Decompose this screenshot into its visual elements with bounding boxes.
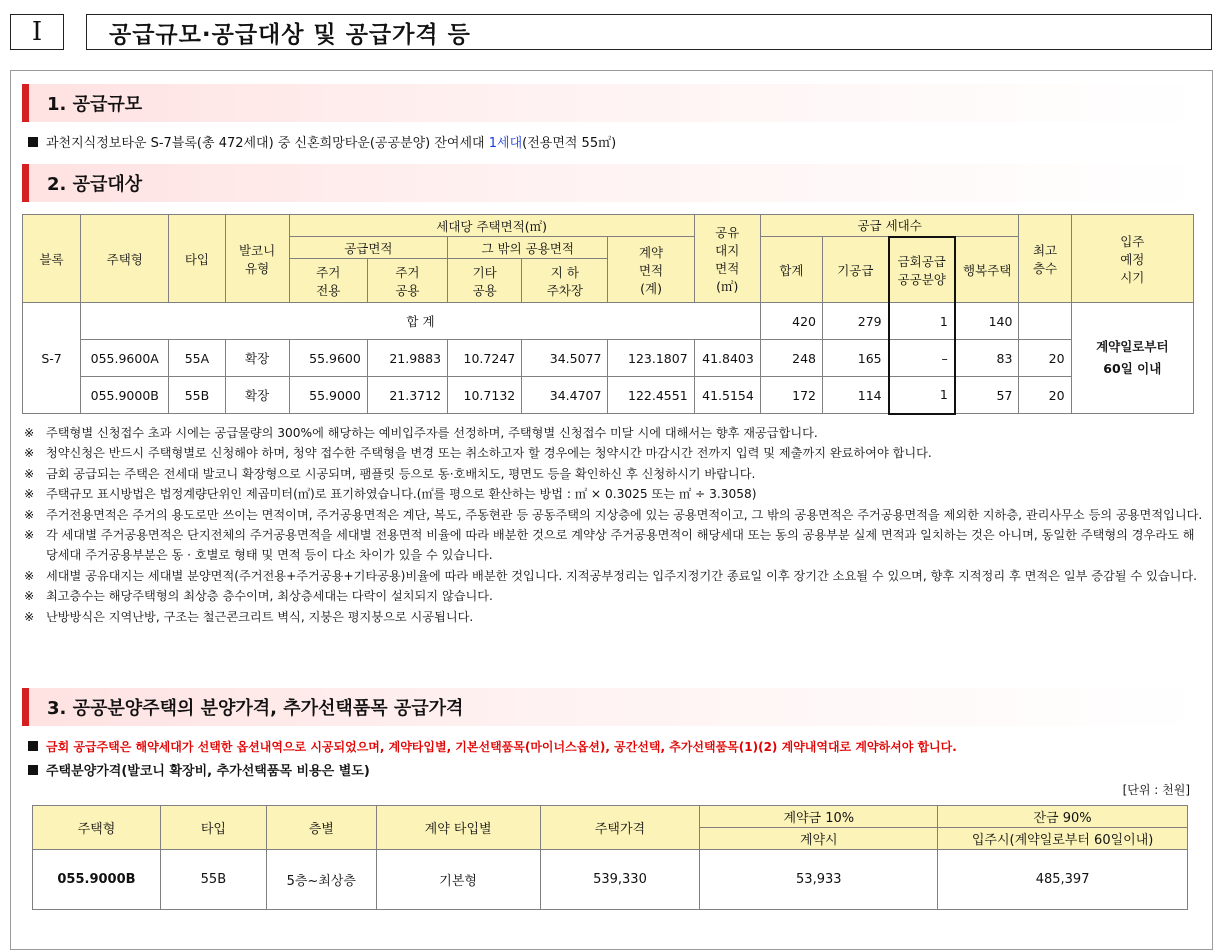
- section-2-heading: 2. 공급대상: [22, 164, 1202, 202]
- move-in-value: 계약일로부터 60일 이내: [1071, 303, 1193, 414]
- table-row: [23, 377, 1194, 414]
- header-block: 블록: [23, 215, 81, 303]
- block-cell: S-7: [23, 303, 81, 414]
- floor-cell: 20: [1019, 340, 1071, 377]
- sum-label: 합 계: [81, 303, 761, 340]
- contract-area-cell: 122.4551: [608, 377, 694, 414]
- note-item: [24, 607, 1204, 627]
- bullet-square-icon: [28, 137, 38, 147]
- etc-common-cell: 10.7132: [448, 377, 522, 414]
- note-item: [24, 586, 1204, 606]
- table-row: [23, 303, 1194, 340]
- red-notice-line: [28, 738, 957, 755]
- header-land-share: 공유 대지 면적 (㎡): [694, 215, 760, 303]
- price-line-text: 주택분양가격(발코니 확장비, 추가선택품목 비용은 별도): [46, 764, 370, 779]
- price-cell: 539,330: [540, 850, 700, 910]
- type-cell: 55B: [160, 850, 266, 910]
- reference-mark-icon: ※: [24, 589, 35, 604]
- sum-public-sale: 1: [889, 303, 955, 340]
- header-price: 주택가격: [540, 806, 700, 850]
- header-happy-housing: 행복주택: [955, 237, 1019, 303]
- note-item: [24, 566, 1204, 586]
- table-row: [23, 340, 1194, 377]
- header-type: 타입: [169, 215, 225, 303]
- house-type-cell: 055.9000B: [33, 850, 161, 910]
- parking-cell: 34.4707: [522, 377, 608, 414]
- header-existing: 기공급: [822, 237, 888, 303]
- parking-cell: 34.5077: [522, 340, 608, 377]
- header-type: 타입: [160, 806, 266, 850]
- reference-mark-icon: ※: [24, 446, 35, 461]
- header-area-group: 세대당 주택면적(㎡): [289, 215, 694, 237]
- public-sale-cell: –: [889, 340, 955, 377]
- notes-list: [24, 423, 1204, 627]
- happy-cell: 57: [955, 377, 1019, 414]
- etc-common-cell: 10.7247: [448, 340, 522, 377]
- header-house-type: 주택형: [81, 215, 169, 303]
- public-sale-cell: 1: [889, 377, 955, 414]
- house-type-cell: 055.9600A: [81, 340, 169, 377]
- header-balance: 잔금 90%: [938, 806, 1188, 828]
- table-row: [33, 850, 1188, 910]
- unit-label: [단위 : 천원]: [1122, 783, 1190, 797]
- chapter-number: Ⅰ: [10, 14, 64, 50]
- type-cell: 55B: [169, 377, 225, 414]
- sum-existing: 279: [822, 303, 888, 340]
- note-item: [24, 484, 1204, 504]
- balance-cell: 485,397: [938, 850, 1188, 910]
- note-text: 청약신청은 반드시 주택형별로 신청해야 하며, 청약 접수한 주택형을 변경 또는 취소하고자 할 경우에는 청약시간 마감시간 전까지 입력 및 제출까지 완료하여야 합니다.: [46, 446, 932, 461]
- header-units-group: 공급 세대수: [760, 215, 1019, 237]
- supply-area-note: (전용면적 55㎡): [522, 136, 617, 151]
- res-common-cell: 21.9883: [367, 340, 447, 377]
- reference-mark-icon: ※: [24, 487, 35, 502]
- reference-mark-icon: ※: [24, 507, 35, 522]
- note-text: 각 세대별 주거공용면적은 단지전체의 주거공용면적을 세대별 전용면적 비율에 따라 배분한 것으로 계약상 주거공용면적이 해당세대 또는 동의 공용부분 실제 면적과 일치하는 것은 아니며, 동일한 주택형의 경우라도 해당세대 주거공용부분은 동 · 호별로 형태 및 면적 등이 다소 차이가 있을 수 있습니다.: [46, 528, 1195, 563]
- note-text: 주택형별 신청접수 초과 시에는 공급물량의 300%에 해당하는 예비입주자를 선정하며, 주택형별 신청접수 미달 시에 대해서는 향후 재공급합니다.: [46, 426, 818, 440]
- happy-cell: 83: [955, 340, 1019, 377]
- header-res-exclusive: 주거 전용: [289, 259, 367, 303]
- note-item: [24, 443, 1204, 463]
- header-top-floor: 최고 층수: [1019, 215, 1071, 303]
- header-public-sale: 금회공급 공공분양: [889, 237, 955, 303]
- note-text: 금회 공급되는 주택은 전세대 발코니 확장형으로 시공되며, 팸플릿 등으로 동·호배치도, 평면도 등을 확인하신 후 신청하시기 바랍니다.: [46, 466, 756, 481]
- note-text: 주거전용면적은 주거의 용도로만 쓰이는 면적이며, 주거공용면적은 계단, 복도, 주동현관 등 공동주택의 지상층에 있는 공용면적이고, 그 밖의 공용면적은 주거공용면적을 제외한 지하층, 관리사무소 등의 공용면적입니다.: [46, 507, 1203, 522]
- land-share-cell: 41.8403: [694, 340, 760, 377]
- bullet-square-icon: [28, 765, 38, 775]
- header-supply-area: 공급면적: [289, 237, 447, 259]
- note-item: [24, 525, 1204, 566]
- sum-total: 420: [760, 303, 822, 340]
- balcony-cell: 확장: [225, 377, 289, 414]
- note-text: 주택규모 표시방법은 법정계량단위인 제곱미터(㎡)로 표기하였습니다.(㎡를 평으로 환산하는 방법 : ㎡ × 0.3025 또는 ㎡ ÷ 3.3058): [46, 487, 757, 502]
- bullet-square-icon: [28, 741, 38, 751]
- header-etc-common: 기타 공용: [448, 259, 522, 303]
- existing-cell: 114: [822, 377, 888, 414]
- note-text: 난방방식은 지역난방, 구조는 철근콘크리트 벽식, 지붕은 평지붕으로 시공됩니다.: [46, 609, 474, 624]
- deposit-cell: 53,933: [700, 850, 938, 910]
- sum-happy: 140: [955, 303, 1019, 340]
- red-notice-text: 금회 공급주택은 해약세대가 선택한 옵션내역으로 시공되었으며, 계약타입별, 기본선택품목(마이너스옵션), 공간선택, 추가선택품목(1)(2) 계약내역대로 계약하셔야 합니다.: [46, 740, 957, 754]
- header-balance-sub: 입주시(계약일로부터 60일이내): [938, 828, 1188, 850]
- res-exclusive-cell: 55.9000: [289, 377, 367, 414]
- header-deposit-sub: 계약시: [700, 828, 938, 850]
- reference-mark-icon: ※: [24, 426, 35, 440]
- header-res-common: 주거 공용: [367, 259, 447, 303]
- header-house-type: 주택형: [33, 806, 161, 850]
- header-contract-type: 계약 타입별: [376, 806, 540, 850]
- total-cell: 172: [760, 377, 822, 414]
- supply-scale-text: 과천지식정보타운 S-7블록(총 472세대) 중 신혼희망타운(공공분양) 잔여세대: [46, 136, 489, 151]
- note-item: [24, 464, 1204, 484]
- contract-type-cell: 기본형: [376, 850, 540, 910]
- note-text: 최고층수는 해당주택형의 최상층 층수이며, 최상층세대는 다락이 설치되지 않습니다.: [46, 589, 493, 604]
- header-move-in: 입주 예정 시기: [1071, 215, 1193, 303]
- total-cell: 248: [760, 340, 822, 377]
- header-parking: 지 하 주차장: [522, 259, 608, 303]
- price-line: [28, 760, 370, 779]
- floor-cell: 20: [1019, 377, 1071, 414]
- land-share-cell: 41.5154: [694, 377, 760, 414]
- header-total: 합계: [760, 237, 822, 303]
- header-deposit: 계약금 10%: [700, 806, 938, 828]
- type-cell: 55A: [169, 340, 225, 377]
- balcony-cell: 확장: [225, 340, 289, 377]
- existing-cell: 165: [822, 340, 888, 377]
- reference-mark-icon: ※: [24, 466, 35, 481]
- res-common-cell: 21.3712: [367, 377, 447, 414]
- contract-area-cell: 123.1807: [608, 340, 694, 377]
- header-floor: 층별: [266, 806, 376, 850]
- floor-cell: 5층~최상층: [266, 850, 376, 910]
- price-table: [32, 805, 1188, 910]
- section-3-heading: 3. 공공분양주택의 분양가격, 추가선택품목 공급가격: [22, 688, 1202, 726]
- supply-scale-line: [28, 132, 616, 151]
- house-type-cell: 055.9000B: [81, 377, 169, 414]
- note-text: 세대별 공유대지는 세대별 분양면적(주거전용+주거공용+기타공용)비율에 따라 배분한 것입니다. 지적공부정리는 입주지정기간 종료일 이후 장기간 소요될 수 있으며, 향후 지적정리 후 면적은 일부 증감될 수 있습니다.: [46, 568, 1198, 583]
- section-1-heading: 1. 공급규모: [22, 84, 1202, 122]
- page-title: 공급규모·공급대상 및 공급가격 등: [86, 14, 1212, 50]
- header-other-area: 그 밖의 공용면적: [448, 237, 608, 259]
- header-balcony: 발코니 유형: [225, 215, 289, 303]
- note-item: [24, 505, 1204, 525]
- res-exclusive-cell: 55.9600: [289, 340, 367, 377]
- header-contract-area: 계약 면적 (계): [608, 237, 694, 303]
- note-item: [24, 423, 1204, 443]
- reference-mark-icon: ※: [24, 609, 35, 624]
- sum-floor-empty: [1019, 303, 1071, 340]
- reference-mark-icon: ※: [24, 568, 35, 583]
- supply-unit-count: 1세대: [488, 136, 523, 151]
- reference-mark-icon: ※: [24, 528, 35, 543]
- supply-target-table: [22, 214, 1194, 415]
